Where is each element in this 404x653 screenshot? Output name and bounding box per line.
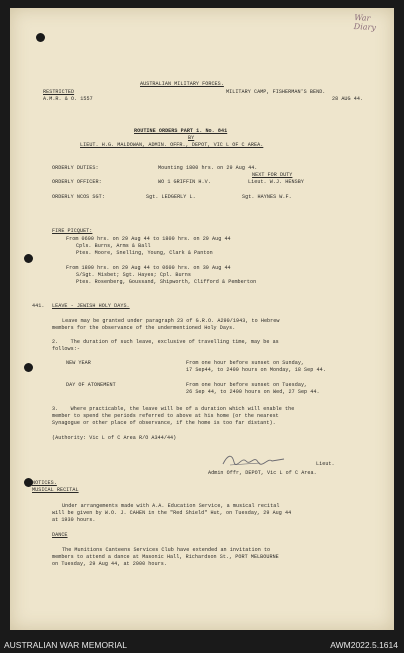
leave-para1-line: members for the observance of the undermentioned Holy Days. — [52, 325, 236, 331]
location: MILITARY CAMP, FISHERMAN'S BEND. — [226, 89, 326, 95]
punch-hole — [36, 33, 45, 42]
signature-rank: Lieut. — [316, 461, 335, 467]
dance-title: DANCE — [52, 532, 68, 538]
holy-day-line: From one hour before sunset on Tuesday, — [186, 382, 308, 388]
handwritten-note: War Diary — [353, 12, 377, 33]
dance-line: members to attend a dance at Masonic Hall, Richardson St., PORT MELBOURNE — [52, 554, 279, 560]
leave-para2-line: follows:- — [52, 346, 80, 352]
fire-picquet-line: From 1800 hrs. on 29 Aug 44 to 0600 hrs. on 30 Aug 44 — [66, 265, 231, 271]
orderly-officer-value: WO 1 GRIFFIN H.V. — [158, 179, 211, 185]
dance-line: The Munitions Canteens Services Club have extended an invitation to — [62, 547, 271, 553]
leave-title: LEAVE - JEWISH HOLY DAYS. — [52, 303, 130, 309]
leave-para3-line: member to spend the periods referred to above at his home (or the nearest — [52, 413, 279, 419]
holy-day-line: 17 Sep44, to 2400 hours on Monday, 18 Sep 44. — [186, 367, 326, 373]
orderly-officer-label: ORDERLY OFFICER: — [52, 179, 102, 185]
holy-day-line: From one hour before sunset on Sunday, — [186, 360, 305, 366]
recital-line: at 1930 hours. — [52, 517, 96, 523]
next-for-duty-label: NEXT FOR DUTY — [252, 172, 293, 178]
classification: RESTRICTED — [43, 89, 75, 95]
reference: A.M.R. & O. 1557 — [43, 96, 93, 102]
punch-hole — [24, 363, 33, 372]
authority-line: (Authority: Vic L of C Area R/O A344/44) — [52, 435, 177, 441]
orderly-duties-label: ORDERLY DUTIES: — [52, 165, 99, 171]
orderly-officer-next: Lieut. W.J. HENSBY — [248, 179, 304, 185]
leave-para3-line: 3. Where practicable, the leave will be of a duration which will enable the — [52, 406, 295, 412]
document-title: AUSTRALIAN MILITARY FORCES. — [140, 81, 224, 87]
by-label: BY — [188, 135, 195, 141]
orderly-nco-next: Sgt. HAYNES W.F. — [242, 194, 292, 200]
holy-day-name: DAY OF ATONEMENT — [66, 382, 116, 388]
recital-title: MUSICAL RECITAL — [32, 487, 79, 493]
document-page — [10, 8, 394, 630]
signature-title: Admin Offr, DEPOT, Vic L of C Area. — [208, 470, 317, 476]
date: 28 AUG 44. — [332, 96, 364, 102]
recital-line: Under arrangements made with A.A. Education Service, a musical recital — [62, 503, 280, 509]
fire-picquet-line: S/Sgt. Misbet; Sgt. Hayes; Cpl. Burns — [76, 272, 191, 278]
orderly-nco-label: ORDERLY NCOS SGT: — [52, 194, 105, 200]
punch-hole — [24, 254, 33, 263]
leave-para1-line: Leave may be granted under paragraph 23 of G.R.O. A290/1943, to Hebrew — [62, 318, 280, 324]
footer-bar — [0, 637, 404, 653]
routine-orders-title: ROUTINE ORDERS PART 1. No. 841 — [134, 128, 228, 134]
by-line: LIEUT. H.G. MALDOWAN, ADMIN. OFFR., DEPOT, VIC L OF C AREA. — [80, 142, 264, 148]
order-number: 441. — [32, 303, 45, 309]
fire-picquet-line: From 0600 hrs. on 29 Aug 44 to 1800 hrs. on 29 Aug 44 — [66, 236, 231, 242]
signature — [220, 452, 290, 468]
orderly-nco-value: Sgt. LEDGERLY L. — [146, 194, 196, 200]
leave-para2-line: 2. The duration of such leave, exclusive of travelling time, may be as — [52, 339, 279, 345]
holy-day-line: 26 Sep 44, to 2400 hours on Wed, 27 Sep 44. — [186, 389, 320, 395]
recital-line: will be given by W.O. J. CAHEN in the "Red Shield" Hut, on Tuesday, 29 Aug 44 — [52, 510, 292, 516]
fire-picquet-line: Ptes. Moore, Snelling, Young, Clark & Panton — [76, 250, 213, 256]
fire-picquet-title: FIRE PICQUET: — [52, 228, 93, 234]
holy-day-name: NEW YEAR — [66, 360, 91, 366]
dance-line: on Tuesday, 29 Aug 44, at 2000 hours. — [52, 561, 167, 567]
orderly-duties-text: Mounting 1800 hrs. on 29 Aug 44. — [158, 165, 258, 171]
footer-accession: AWM2022.5.1614 — [330, 640, 398, 650]
fire-picquet-line: Ptes. Rosenberg, Goussand, Shipworth, Clifford & Pemberton — [76, 279, 257, 285]
fire-picquet-line: Cpls. Burns, Arms & Ball — [76, 243, 151, 249]
footer-source: AUSTRALIAN WAR MEMORIAL — [4, 640, 127, 650]
leave-para3-line: Synagogue or other place of observance, if the home is too far distant). — [52, 420, 276, 426]
notices-title: NOTICES. — [32, 480, 57, 486]
